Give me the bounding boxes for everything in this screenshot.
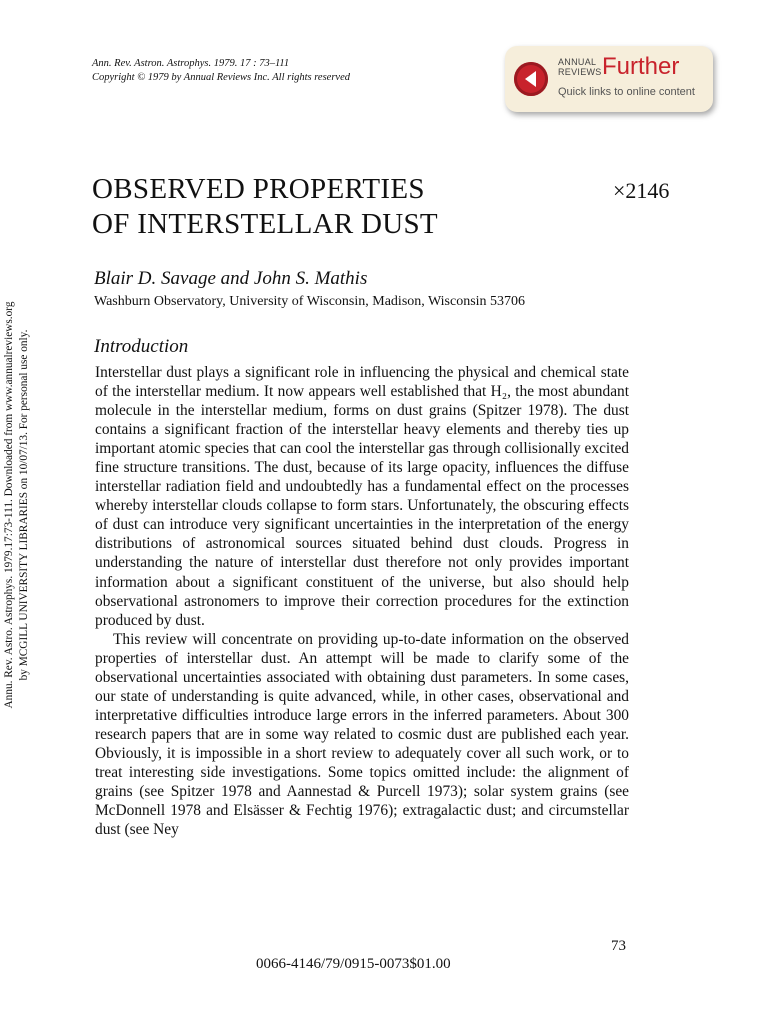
side-note-line-2: by MCGILL UNIVERSITY LIBRARIES on 10/07/13. For personal use only.: [18, 329, 30, 681]
title-line-1: OBSERVED PROPERTIES: [92, 173, 425, 205]
footer-code: 0066-4146/79/0915-0073$01.00: [256, 956, 451, 972]
quick-links-subtitle: Quick links to online content: [558, 86, 695, 98]
citation-line-2: Copyright © 1979 by Annual Reviews Inc. All rights reserved: [92, 72, 350, 83]
affiliation: Washburn Observatory, University of Wisconsin, Madison, Wisconsin 53706: [94, 294, 526, 309]
paragraph-2: This review will concentrate on providing up-to-date information on the observed properties of interstellar dust. An attempt will be made to clarify some of the observational uncertainties associated with obtaining dust parameters. In some cases, our state of understanding is quite advanced, while, in other cases, observational and interpretative difficulties introduce large errors in the inferred parameters. About 300 research papers that are in some way related to cosmic dust are published each year. Obviously, it is impossible in a short review to adequately cover all such work, or to treat interesting side investigations. Some topics omitted include: the alignment of grains (see Spitzer 1978 and Aannestad & Purcell 1973); solar system grains (see McDonnell 1978 and Elsässer & Fechtig 1976); extragalactic dust; and circumstellar dust (see Ney: [95, 630, 629, 839]
article-title: [92, 172, 438, 242]
section-heading: Introduction: [94, 336, 189, 357]
page-number: 73: [611, 938, 626, 954]
paragraph-1: Interstellar dust plays a significant role in influencing the physical and chemical state of the interstellar medium. It now appears well established that H₂, the most abundant molecule in the interstellar medium, forms on dust grains (Spitzer 1978). The dust contains a significant fraction of the interstellar heavy elements and thereby ties up important atomic species that can cool the interstellar gas through collisionally excited fine structure transitions. The dust, because of its large opacity, influences the diffuse interstellar radiation field and undoubtedly has a fundamental effect on the processes whereby interstellar clouds collapse to form stars. Unfortunately, the obscuring effects of dust can introduce very significant uncertainties in the interpretation of the energy distributions of astronomical sources situated behind dust clouds. Progress in understanding the nature of interstellar dust therefore not only provides important information about a significant constituent of the universe, but also should help observational astronomers to improve their correction procedures for the extinction produced by dust.: [95, 364, 629, 629]
citation-line-1: Ann. Rev. Astron. Astrophys. 1979. 17 : 73–111: [92, 58, 290, 69]
journal-citation: [92, 57, 350, 85]
annual-reviews-logo: ANNUAL REVIEWS: [558, 57, 602, 77]
article-code: ×2146: [613, 178, 670, 203]
further-label: Further: [602, 53, 680, 80]
further-links-badge[interactable]: [505, 46, 713, 112]
authors: Blair D. Savage and John S. Mathis: [94, 268, 368, 289]
download-side-note: [2, 255, 32, 755]
side-note-line-1: Annu. Rev. Astro. Astrophys. 1979.17:73-111. Downloaded from www.annualreviews.org: [3, 301, 15, 709]
article-body: [95, 363, 629, 839]
title-line-2: OF INTERSTELLAR DUST: [92, 208, 438, 240]
play-arrow-icon: [514, 62, 548, 96]
